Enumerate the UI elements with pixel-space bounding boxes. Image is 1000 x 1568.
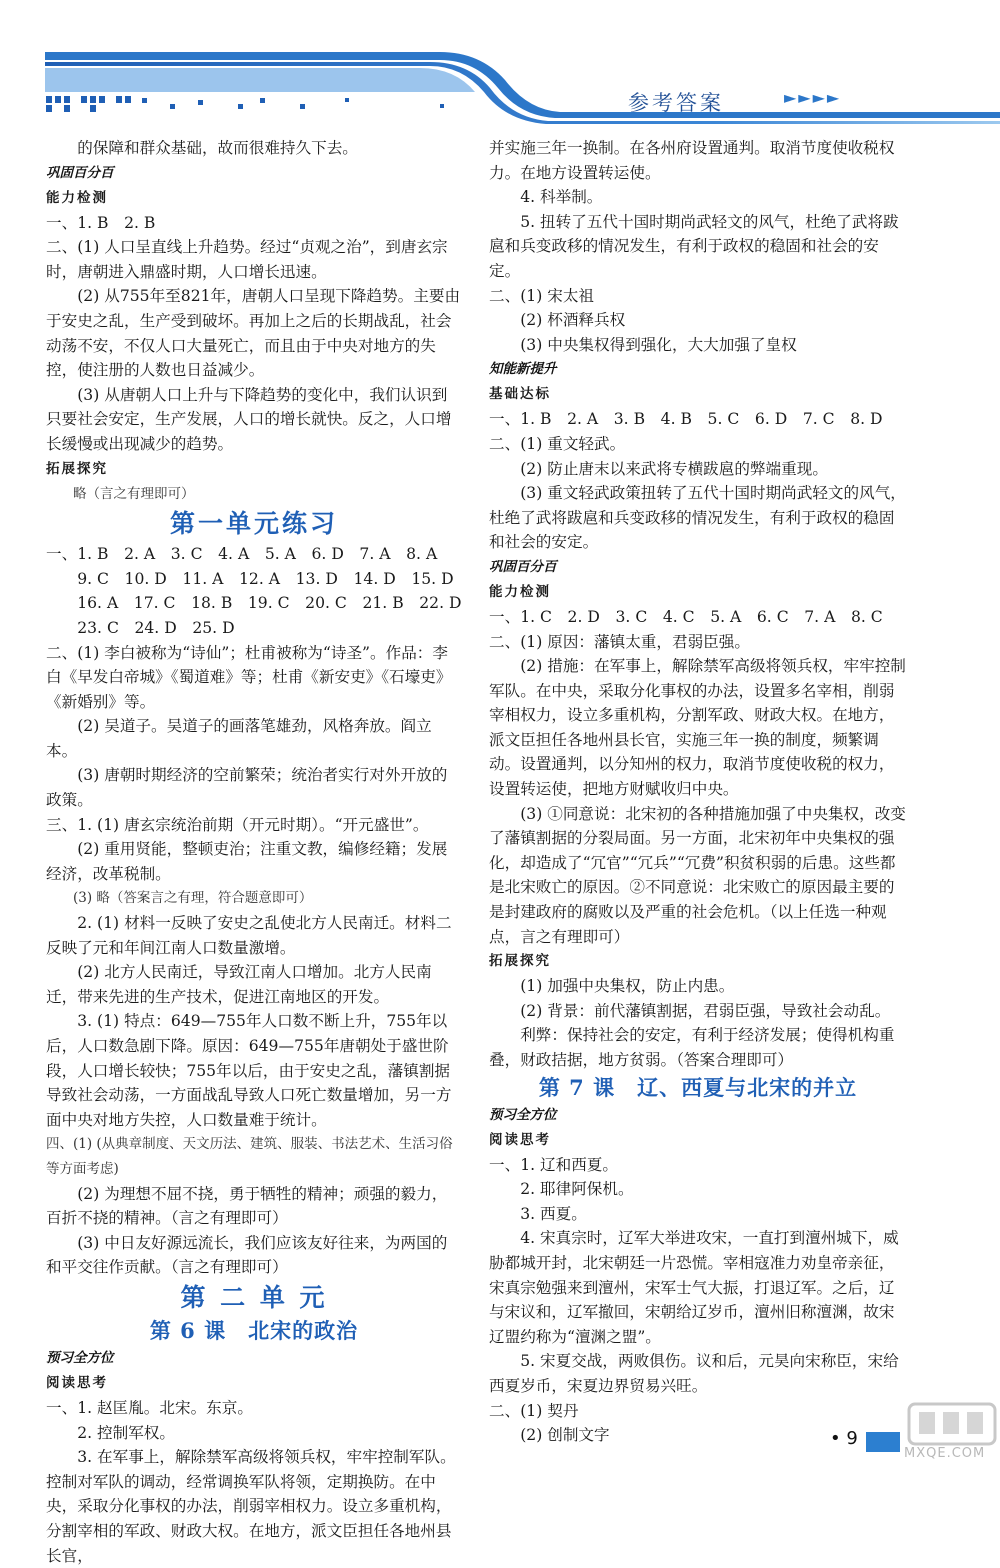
answer-line: 二、(1) 重文轻武。 — [489, 434, 626, 453]
section-label: 巩固百分百 — [489, 558, 557, 575]
answer-line: 一、1. C 2. D 3. C 4. C 5. A 6. C 7. A 8. C — [489, 607, 883, 626]
answer-line: (3) 从唐朝人口上升与下降趋势的变化中，我们认识到只要社会安定，生产发展，人口的增长就快。反之，人口增长缓慢或出现减少的趋势。 — [46, 385, 452, 453]
answer-line: 23. C 24. D 25. D — [77, 618, 235, 637]
answer-line: 3. 在军事上，解除禁军高级将领兵权，牢牢控制军队。控制对军队的调动，经常调换军队将领，定期换防。在中央，采取分化事权的办法，削弱宰相权力。设立多重机构，分割宰相的军政、财政大权。在地方，派文臣担任各地州县长官， — [46, 1448, 456, 1565]
subsection-label: 阅读思考 — [489, 1131, 551, 1148]
answer-line: (1) 加强中央集权，防止内患。 — [520, 977, 735, 996]
answer-line: 4. 科举制。 — [520, 188, 603, 207]
answer-line: (2) 防止唐末以来武将专横跋扈的弊端重现。 — [520, 459, 828, 478]
answer-line: 一、1. B 2. B — [46, 213, 156, 232]
answer-line: 5. 扭转了五代十国时期尚武轻文的风气，杜绝了武将跋扈和兵变政移的情况发生，有利于政权的稳固和社会的安定。 — [489, 212, 899, 280]
section-label: 预习全方位 — [489, 1106, 557, 1123]
watermark-text: MXQE.COM — [904, 1446, 986, 1461]
answer-line: (3) ①同意说：北宋初的各种措施加强了中央集权，改变了藩镇割据的分裂局面。另一方面，北宋初年中央集权的强化，却造成了“冗官”“冗兵”“冗费”积贫积弱的后患。这些都是北宋败亡的原因。②不同意说：北宋败亡的原因最主要的是封建政府的腐败以及严重的社会危机。（以上任选一种观点，言之有理即可） — [489, 804, 906, 946]
subsection-label: 拓展探究 — [489, 953, 551, 970]
answer-line: 一、1. B 2. A 3. C 4. A 5. A 6. D 7. A 8. A — [46, 545, 438, 564]
page-number: • 9 — [830, 1428, 858, 1449]
right-column — [489, 136, 907, 1448]
answer-line: 3. (1) 特点：649—755年人口数不断上升，755年以后，人口数急剧下降。原因：649—755年唐朝处于盛世阶段，人口增长较快；755年以后，由于安史之乱，藩镇割据导致社会动荡，一方面战乱导致人口死亡数量增加，另一方面中央对地方失控，人口数量难于统计。 — [46, 1012, 452, 1129]
answer-line: 略（言之有理即可） — [73, 485, 195, 502]
answer-line: (2) 措施：在军事上，解除禁军高级将领兵权，牢牢控制军队。在中央，采取分化事权的办法，设置多名宰相，削弱宰相权力，设立多重机构，分割军政、财政大权。在地方，派文臣担任各地州县长官，实施三年一换的制度，频繁调动。设置通判，以分知州的权力，取消节度使收税的权力，设置转运使，把地方财赋收归中央。 — [489, 657, 906, 799]
answer-line: 4. 宋真宗时，辽军大举进攻宋，一直打到澶州城下，威胁都城开封，北宋朝廷一片恐慌。宰相寇准力劝皇帝亲征，宋真宗勉强来到澶州，宋军士气大振，打退辽军。之后，辽与宋议和，辽军撤回，宋朝给辽岁币，澶州旧称澶渊，故宋辽盟约称为“澶渊之盟”。 — [489, 1229, 899, 1346]
answer-line: 二、(1) 宋太祖 — [489, 286, 595, 305]
answer-line: 9. C 10. D 11. A 12. A 13. D 14. D 15. D — [77, 569, 454, 588]
page-number-tab — [866, 1432, 900, 1452]
answer-line: (2) 北方人民南迁，导致江南人口增加。北方人民南迁，带来先进的生产技术，促进江南地区的开发。 — [46, 963, 432, 1006]
subsection-label: 拓展探究 — [46, 460, 108, 477]
answer-line: 二、(1) 原因：藩镇太重，君弱臣强。 — [489, 632, 750, 651]
answer-line: 二、(1) 人口呈直线上升趋势。经过“贞观之治”，到唐玄宗时，唐朝进入鼎盛时期，人口增长迅速。 — [46, 238, 448, 281]
answer-line: 二、(1) 李白被称为“诗仙”；杜甫被称为“诗圣”。作品：李白《早发白帝城》《蜀道难》等；杜甫《新安吏》《石壕吏》《新婚别》等。 — [46, 643, 452, 711]
answer-line: (2) 为理想不屈不挠，勇于牺牲的精神；顽强的毅力，百折不挠的精神。（言之有理即可） — [46, 1184, 448, 1228]
answer-line: (2) 从755年至821年，唐朝人口呈现下降趋势。主要由于安史之乱，生产受到破坏。再加上之后的长期战乱，社会动荡不安，不仅人口大量死亡，而且由于中央对地方的失控，使注册的人数也日益减少。 — [46, 287, 461, 380]
page-header — [0, 0, 1000, 130]
answer-line: 16. A 17. C 18. B 19. C 20. C 21. B 22. D — [77, 594, 462, 613]
section-label: 巩固百分百 — [46, 164, 114, 181]
answer-line: (3) 重文轻武政策扭转了五代十国时期尚武轻文的风气，杜绝了武将跋扈和兵变政移的情况发生，有利于政权的稳固和社会的安定。 — [489, 484, 906, 552]
answer-line: 利弊：保持社会的安定，有利于经济发展；使得机构重叠，财政拮据，地方贫弱。（答案合理即可） — [489, 1026, 895, 1069]
header-section-label: 参考答案 — [628, 91, 724, 115]
answer-line: 一、1. B 2. A 3. B 4. B 5. C 6. D 7. C 8. D — [489, 410, 883, 429]
answer-line: (3) 中日友好源远流长，我们应该友好往来，为两国的和平交往作贡献。（言之有理即可） — [46, 1233, 448, 1277]
answer-line: (2) 背景：前代藩镇割据，君弱臣强，导致社会动乱。 — [520, 1001, 891, 1020]
lesson-heading: 第 6 课 北宋的政治 — [149, 1317, 359, 1343]
subsection-label: 能力检测 — [489, 583, 551, 600]
section-label: 知能新提升 — [489, 361, 557, 378]
subsection-label: 基础达标 — [489, 386, 551, 403]
answer-line: 2. (1) 材料一反映了安史之乱使北方人民南迁。材料二反映了元和年间江南人口数量激增。 — [46, 914, 452, 957]
answer-line: (2) 吴道子。吴道子的画落笔雄劲，风格奔放。阎立本。 — [46, 717, 432, 760]
answer-line: 2. 耶律阿保机。 — [520, 1180, 634, 1199]
answer-line: (2) 杯酒释兵权 — [520, 311, 626, 330]
header-banner-graphic — [0, 0, 1000, 130]
header-arrows-icon: ►►►► — [784, 88, 842, 107]
left-column — [46, 136, 462, 1568]
unit-heading: 第 二 单 元 — [180, 1282, 328, 1312]
answer-line: 三、1. (1) 唐玄宗统治前期（开元时期）。“开元盛世”。 — [46, 815, 429, 834]
answer-line: (3) 唐朝时期经济的空前繁荣；统治者实行对外开放的政策。 — [46, 766, 448, 810]
answer-line: 一、1. 赵匡胤。北宋。东京。 — [46, 1398, 253, 1417]
answer-line: 二、(1) 契丹 — [489, 1401, 579, 1420]
subsection-label: 阅读思考 — [46, 1374, 108, 1391]
answer-line: 四、(1) (从典章制度、天文历法、建筑、服装、书法艺术、生活习俗等方面考虑) — [46, 1136, 453, 1177]
answer-line: (2) 重用贤能，整顿吏治；注重文教，编修经籍；发展经济，改革税制。 — [46, 840, 448, 883]
answer-line: 并实施三年一换制。在各州府设置通判。取消节度使收税权力。在地方设置转运使。 — [489, 139, 895, 182]
section-label: 预习全方位 — [46, 1349, 114, 1366]
answer-line: 一、1. 辽和西夏。 — [489, 1155, 618, 1174]
answer-line: 2. 控制军权。 — [77, 1423, 175, 1442]
answer-line: (2) 创制文字 — [520, 1426, 610, 1445]
lesson-heading: 第 7 课 辽、西夏与北宋的并立 — [538, 1074, 858, 1100]
answer-line: 3. 西夏。 — [520, 1204, 587, 1223]
answer-line: 的保障和群众基础，故而很难持久下去。 — [77, 139, 358, 157]
answer-line: (3) 中央集权得到强化，大大加强了皇权 — [520, 335, 797, 354]
answer-line: (3) 略（答案言之有理，符合题意即可） — [73, 890, 313, 907]
subsection-label: 能力检测 — [46, 189, 108, 206]
unit-heading: 第一单元练习 — [169, 509, 338, 539]
answer-line: 5. 宋夏交战，两败俱伤。议和后，元昊向宋称臣，宋给西夏岁币，宋夏边界贸易兴旺。 — [489, 1352, 899, 1395]
